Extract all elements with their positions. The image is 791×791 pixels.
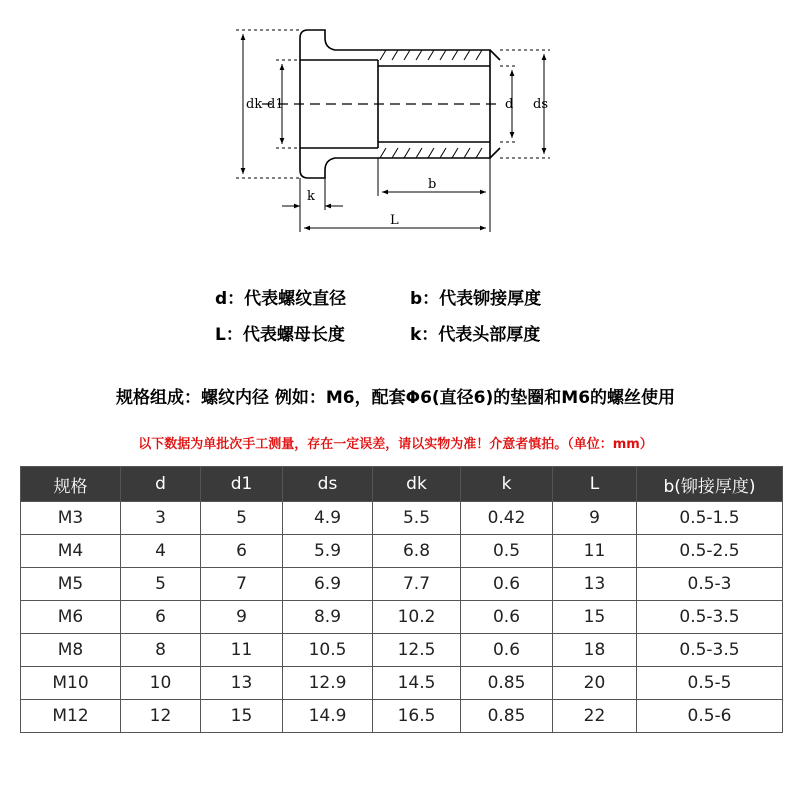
table-row [21,601,783,634]
table-cell: M8 [21,634,121,667]
table-cell: 10.5 [283,634,373,667]
table-cell: M4 [21,535,121,568]
spec-description: 规格组成：螺纹内径 例如：M6，配套Φ6(直径6)的垫圈和M6的螺丝使用 [115,388,676,408]
table-cell: 20 [553,667,637,700]
table-cell: 4 [121,535,201,568]
table-cell: 0.85 [461,667,553,700]
table-cell: 9 [553,502,637,535]
table-cell: 4.9 [283,502,373,535]
table-row [21,535,783,568]
table-cell: 8.9 [283,601,373,634]
table-cell: 15 [553,601,637,634]
label-b: b [428,177,437,192]
table-row [21,568,783,601]
table-cell: 9 [201,601,283,634]
table-cell: 12.9 [283,667,373,700]
legend-L: L：代表螺母长度 [215,325,345,345]
table-cell: 13 [553,568,637,601]
header-dk: dk [373,467,461,502]
legend-k: k：代表头部厚度 [410,325,541,345]
table-cell: 14.9 [283,700,373,733]
table-cell: 0.6 [461,601,553,634]
header-spec: 规格 [21,467,121,502]
table-cell: 7.7 [373,568,461,601]
table-cell: 10 [121,667,201,700]
table-cell: 18 [553,634,637,667]
table-cell: 5 [201,502,283,535]
table-cell: 15 [201,700,283,733]
table-cell: 8 [121,634,201,667]
table-cell: 0.85 [461,700,553,733]
table-cell: 0.42 [461,502,553,535]
table-cell: 11 [553,535,637,568]
header-k: k [461,467,553,502]
table-cell: 6 [201,535,283,568]
label-L: L [390,213,399,228]
table-cell: 0.5-2.5 [637,535,783,568]
table-cell: 0.6 [461,634,553,667]
table-cell: 6 [121,601,201,634]
spec-table [20,466,783,733]
table-cell: 0.5-1.5 [637,502,783,535]
table-cell: 6.9 [283,568,373,601]
table-cell: 16.5 [373,700,461,733]
table-cell: 12.5 [373,634,461,667]
table-cell: M5 [21,568,121,601]
table-header-row [21,467,783,502]
table-cell: 0.5-3.5 [637,601,783,634]
rivet-nut-diagram [230,20,570,245]
label-dk: dk [246,97,263,112]
table-cell: 0.5-3.5 [637,634,783,667]
header-d: d [121,467,201,502]
table-cell: M10 [21,667,121,700]
table-cell: 22 [553,700,637,733]
label-d: d [505,97,514,112]
table-cell: 13 [201,667,283,700]
table-cell: 5.9 [283,535,373,568]
table-cell: M3 [21,502,121,535]
table-cell: 0.5-5 [637,667,783,700]
table-cell: 3 [121,502,201,535]
table-cell: 0.6 [461,568,553,601]
table-cell: 10.2 [373,601,461,634]
header-d1: d1 [201,467,283,502]
table-row [21,634,783,667]
table-cell: 6.8 [373,535,461,568]
label-k: k [307,189,315,204]
table-cell: 5.5 [373,502,461,535]
header-b: b(铆接厚度) [637,467,783,502]
legend-b: b：代表铆接厚度 [410,289,542,309]
label-ds: ds [533,97,548,112]
table-cell: 0.5-3 [637,568,783,601]
table-cell: 0.5-6 [637,700,783,733]
header-L: L [553,467,637,502]
table-cell: M6 [21,601,121,634]
table-cell: 0.5 [461,535,553,568]
table-row [21,502,783,535]
legend-d: d：代表螺纹直径 [215,289,347,309]
table-cell: M12 [21,700,121,733]
table-cell: 7 [201,568,283,601]
table-cell: 11 [201,634,283,667]
label-d1: d1 [267,97,284,112]
table-row [21,700,783,733]
table-cell: 12 [121,700,201,733]
header-ds: ds [283,467,373,502]
table-row [21,667,783,700]
measurement-note: 以下数据为单批次手工测量，存在一定误差，请以实物为准！介意者慎拍。（单位：mm） [138,437,653,452]
table-cell: 14.5 [373,667,461,700]
table-cell: 5 [121,568,201,601]
